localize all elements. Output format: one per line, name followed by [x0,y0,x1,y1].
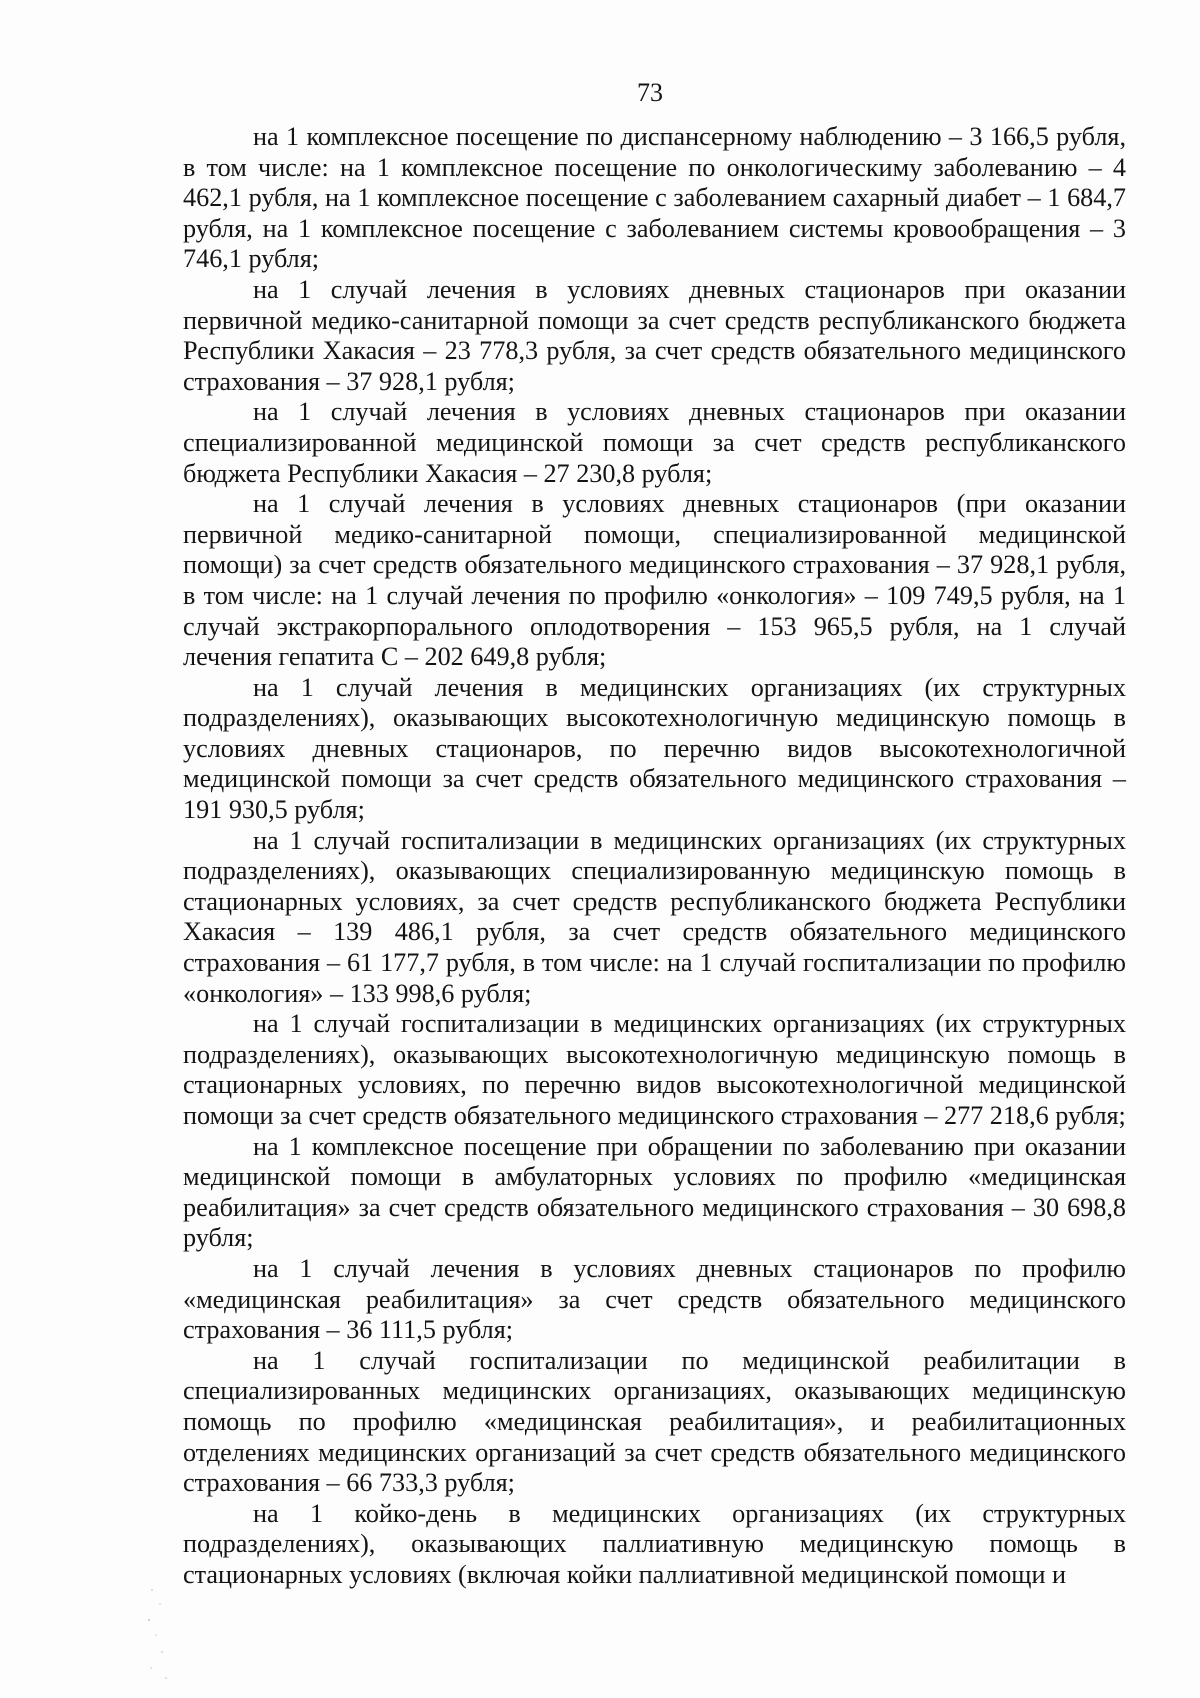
paragraph: на 1 случай госпитализации в медицинских организациях (их структурных подразделениях), оказывающих высокотехнологичную медицинскую помощь в стационарных условиях, по перечню видов высокотехнологичной медицинской помощи за счет средств обязательного медицинского страхования – 277 218,6 рубля; [183,1009,1126,1130]
page-number: 73 [637,78,663,107]
paragraph: на 1 случай госпитализации по медицинской реабилитации в специализированных медицинских организациях, оказывающих медицинскую помощь по профилю «медицинская реабилитация», и реабилитационных отделениях медицинских организаций за счет средств обязательного медицинского страхования – 66 733,3 рубля; [183,1345,1126,1498]
paragraph: на 1 койко-день в медицинских организациях (их структурных подразделениях), оказывающих паллиативную медицинскую помощь в стационарных условиях (включая койки паллиативной медицинской помощи и [183,1498,1126,1589]
paragraph: на 1 случай лечения в условиях дневных стационаров при оказании специализированной медицинской помощи за счет средств республиканского бюджета Республики Хакасия – 27 230,8 рубля; [183,397,1126,488]
paragraph: на 1 комплексное посещение по диспансерному наблюдению – 3 166,5 рубля, в том числе: на 1 комплексное посещение по онкологическиму заболеванию – 4 462,1 рубля, на 1 комплексное посещение с заболеванием сахарный диабет – 1 684,7 рубля, на 1 комплексное посещение с заболеванием системы кровообращения – 3 746,1 рубля; [183,122,1126,274]
paragraph: на 1 случай лечения в медицинских организациях (их структурных подразделениях), оказывающих высокотехнологичную медицинскую помощь в условиях дневных стационаров, по перечню видов высокотехнологичной медицинской помощи за счет средств обязательного медицинского страхования – 191 930,5 рубля; [183,672,1126,825]
paragraph: на 1 случай лечения в условиях дневных стационаров при оказании первичной медико-санитарной помощи за счет средств республиканского бюджета Республики Хакасия – 23 778,3 рубля, за счет средств обязательного медицинского страхования – 37 928,1 рубля; [183,274,1126,396]
paragraph: на 1 случай лечения в условиях дневных стационаров (при оказании первичной медико-санитарной помощи, специализированной медицинской помощи) за счет средств обязательного медицинского страхования – 37 928,1 рубля, в том числе: на 1 случай лечения по профилю «онкология» – 109 749,5 рубля, на 1 случай экстракорпорального оплодотворения – 153 965,5 рубля, на 1 случай лечения гепатита С – 202 649,8 рубля; [183,489,1126,672]
paragraph: на 1 случай госпитализации в медицинских организациях (их структурных подразделениях), оказывающих специализированную медицинскую помощь в стационарных условиях, за счет средств республиканского бюджета Республики Хакасия – 139 486,1 рубля, за счет средств обязательного медицинского страхования – 61 177,7 рубля, в том числе: на 1 случай госпитализации по профилю «онкология» – 133 998,6 рубля; [183,825,1126,1008]
document-body [183,122,1126,1591]
scan-noise [140,1580,210,1690]
paragraph: на 1 случай лечения в условиях дневных стационаров по профилю «медицинская реабилитация» за счет средств обязательного медицинского страхования – 36 111,5 рубля; [183,1253,1126,1345]
paragraph: на 1 комплексное посещение при обращении по заболеванию при оказании медицинской помощи в амбулаторных условиях по профилю «медицинская реабилитация» за счет средств обязательного медицинского страхования – 30 698,8 рубля; [183,1131,1126,1253]
